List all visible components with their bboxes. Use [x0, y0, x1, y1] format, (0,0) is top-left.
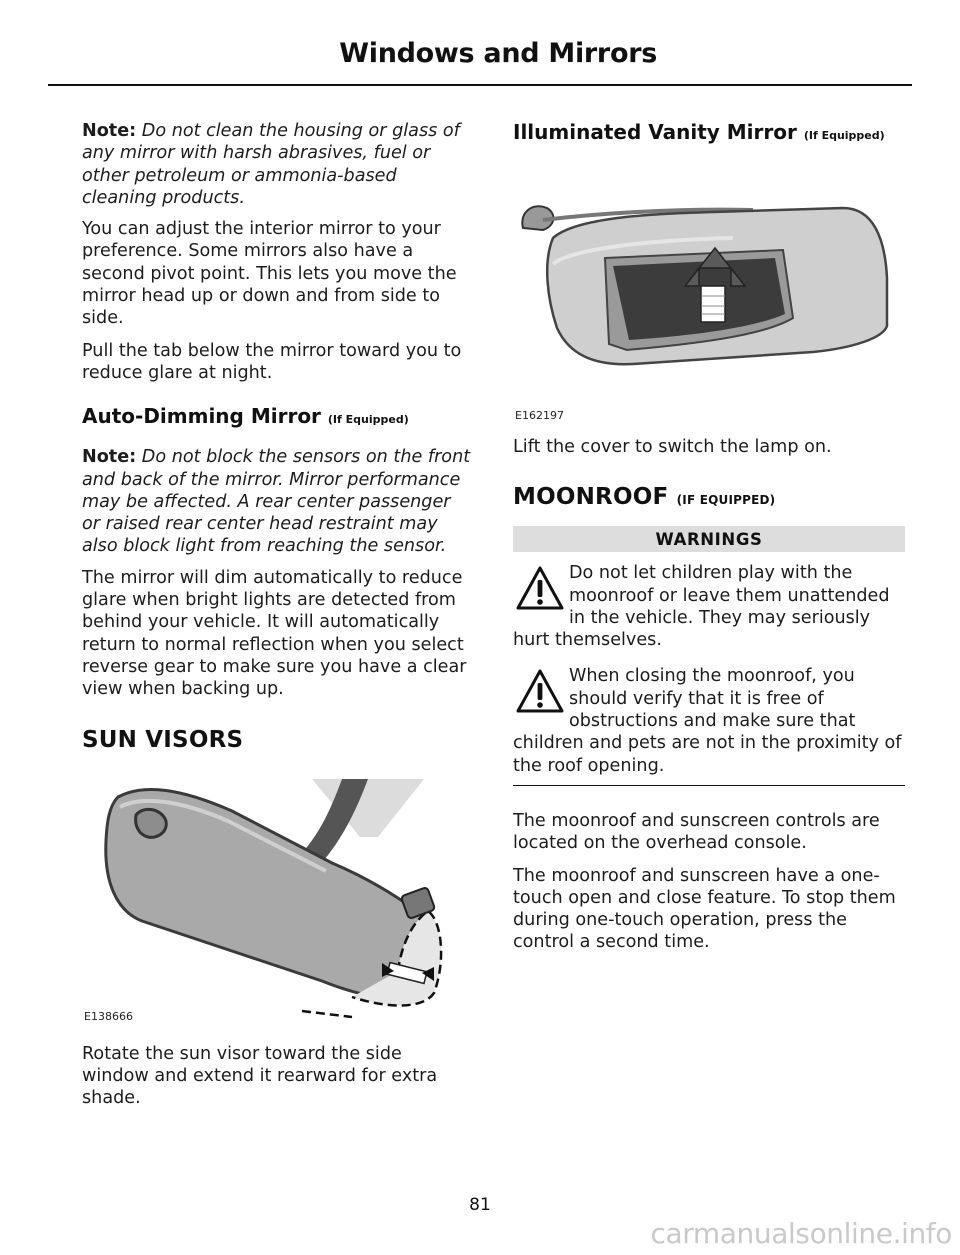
note-text: Do not clean the housing or glass of any mirror with harsh abrasives, fuel or other petroleum or ammonia-based cleaning products. — [82, 121, 460, 208]
heading-moonroof-title: MOONROOF — [513, 484, 669, 511]
paragraph-pull-tab: Pull the tab below the mirror toward you to reduce glare at night. — [82, 340, 462, 383]
title-divider — [48, 84, 912, 86]
paragraph-auto-dim: The mirror will dim automatically to reduce glare when bright lights are detected from behind your vehicle. It will automatically return to normal reflection when you select reverse gear to make sure you have a clear view when backing up. — [82, 567, 467, 700]
warning-text: When closing the moonroof, you should verify that it is free of obstructions and make sure that children and pets are not in the proximity of the roof opening. — [513, 666, 902, 776]
heading-vanity-mirror — [513, 120, 905, 148]
warnings-end-divider — [513, 785, 905, 786]
figure-vanity-mirror — [513, 168, 905, 426]
vanity-mirror-illustration — [513, 168, 905, 426]
paragraph-adjust-mirror: You can adjust the interior mirror to your preference. Some mirrors also have a second pivot point. This lets you move the mirror head up or down and from side to side. — [82, 219, 457, 329]
warning-children-play — [513, 562, 905, 651]
warning-closing-moonroof — [513, 665, 905, 776]
left-column — [82, 120, 474, 1119]
paragraph-one-touch: The moonroof and sunscreen have a one-touch open and close feature. To stop them during one-touch operation, press the control a second time. — [513, 865, 896, 953]
page-number: 81 — [469, 1195, 491, 1215]
paragraph-controls-location: The moonroof and sunscreen controls are located on the overhead console. — [513, 810, 880, 854]
heading-auto-dimming — [82, 404, 474, 432]
warnings-header: WARNINGS — [513, 526, 905, 552]
heading-moonroof-qualifier: (IF EQUIPPED) — [676, 493, 776, 508]
note-sensors — [82, 446, 474, 557]
heading-vanity-mirror-title: Illuminated Vanity Mirror — [513, 120, 797, 144]
heading-auto-dimming-qualifier: (If Equipped) — [327, 413, 409, 427]
paragraph-lift-cover: Lift the cover to switch the lamp on. — [513, 437, 832, 457]
figure-code: E138666 — [84, 1009, 133, 1023]
heading-auto-dimming-title: Auto-Dimming Mirror — [82, 404, 321, 429]
heading-moonroof — [513, 484, 905, 510]
right-column — [513, 120, 905, 964]
warning-exclamation-icon — [515, 564, 565, 614]
sun-visor-illustration — [82, 771, 474, 1027]
page-title: Windows and Mirrors — [339, 38, 657, 69]
paragraph-rotate-visor: Rotate the sun visor toward the side window and extend it rearward for extra shade. — [82, 1043, 438, 1109]
watermark: carmanualsonline.info — [650, 1217, 952, 1250]
heading-sun-visors: SUN VISORS — [82, 726, 244, 753]
figure-sun-visor — [82, 771, 474, 1027]
warning-exclamation-icon — [515, 667, 565, 717]
warning-text: Do not let children play with the moonroof or leave them unattended in the vehicle. They may seriously hurt themselves. — [513, 563, 890, 651]
figure-code: E162197 — [515, 409, 564, 422]
heading-vanity-mirror-qualifier: (If Equipped) — [803, 129, 885, 142]
note-text: Do not block the sensors on the front and back of the mirror. Mirror performance may be affected. A rear center passenger or raised rear center head restraint may also block light from reaching the sensor. — [82, 447, 471, 557]
note-cleaning — [82, 120, 474, 209]
note-label: Note: — [82, 121, 137, 141]
note-label: Note: — [82, 447, 137, 468]
